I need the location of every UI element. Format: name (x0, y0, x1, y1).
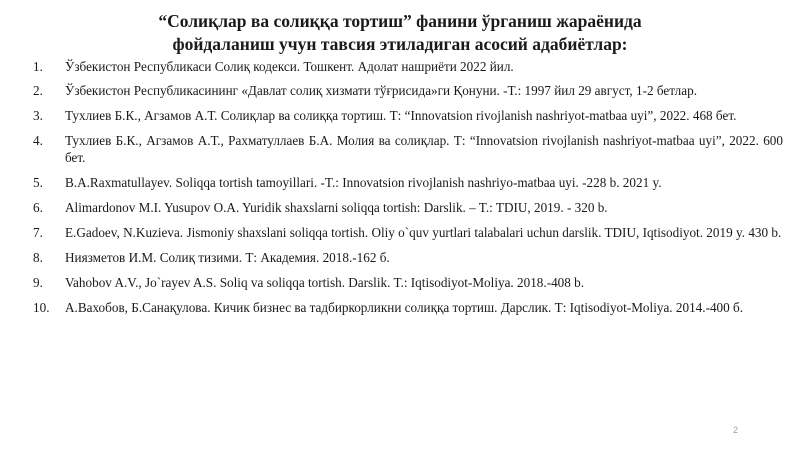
list-item (33, 58, 783, 75)
list-item (33, 249, 783, 266)
item-text: Alimardonov M.I. Yusupov O.A. Yuridik shaxslarni soliqqa tortish: Darslik. – T.: TDIU, 2019. - 320 b. (65, 200, 608, 215)
item-number: 1. (33, 59, 43, 74)
item-number: 5. (33, 175, 43, 190)
item-text: А.Вахобов, Б.Санақулова. Кичик бизнес ва тадбиркорликни солиққа тортиш. Дарслик. Т: Iqtisodiyot-Moliya. 2014.-400 б. (65, 300, 744, 315)
item-text: Vahobov A.V., Jo`rayev A.S. Soliq va soliqqa tortish. Darslik. T.: Iqtisodiyot-Moliya. 2018.-408 b. (65, 275, 585, 290)
list-item (33, 174, 783, 191)
list-item (33, 274, 783, 291)
title-line-2: фойдаланиш учун тавсия этиладиган асосий адабиётлар: (172, 34, 628, 54)
reference-list (33, 58, 783, 316)
page-number: 2 (732, 425, 738, 435)
list-item (33, 199, 783, 216)
list-item (33, 82, 783, 99)
item-number: 6. (33, 200, 43, 215)
item-number: 10. (33, 300, 50, 315)
list-item (33, 299, 783, 316)
title-line-1: “Солиқлар ва солиққа тортиш” фанини ўрганиш жараёнида (158, 11, 642, 31)
list-item (33, 132, 783, 166)
item-text: Ниязметов И.М. Солиқ тизими. Т: Академия. 2018.-162 б. (65, 250, 390, 265)
item-number: 4. (33, 133, 43, 148)
item-text: Тухлиев Б.К., Агзамов А.Т., Рахматуллаев Б.А. Молия ва солиқлар. Т: “Innovatsion rivojlanish nashriyot-matbaa uyi”, 2022. 600 бет. (65, 133, 783, 165)
list-item (33, 107, 783, 124)
slide-title (0, 10, 800, 56)
item-number: 8. (33, 250, 43, 265)
item-text: Тухлиев Б.К., Агзамов А.Т. Солиқлар ва солиққа тортиш. Т: “Innovatsion rivojlanish nashriyot-matbaa uyi”, 2022. 468 бет. (65, 108, 737, 123)
item-number: 9. (33, 275, 43, 290)
item-text: Ўзбекистон Республикаси Солиқ кодекси. Тошкент. Адолат нашриёти 2022 йил. (65, 59, 514, 74)
item-number: 3. (33, 108, 43, 123)
item-number: 2. (33, 83, 43, 98)
item-text: E.Gadoev, N.Kuzieva. Jismoniy shaxslani soliqqa tortish. Oliy o`quv yurtlari talabalari uchun darslik. TDIU, Iqtisodiyot. 2019 y. 430 b. (65, 225, 782, 240)
list-item (33, 224, 783, 241)
item-text: Ўзбекистон Республикасининг «Давлат солиқ хизмати тўғрисида»ги Қонуни. -Т.: 1997 йил 29 август, 1-2 бетлар. (65, 83, 698, 98)
item-text: B.A.Raxmatullayev. Soliqqa tortish tamoyillari. -T.: Innovatsion rivojlanish nashriyo-matbaa uyi. -228 b. 2021 y. (65, 175, 662, 190)
item-number: 7. (33, 225, 43, 240)
